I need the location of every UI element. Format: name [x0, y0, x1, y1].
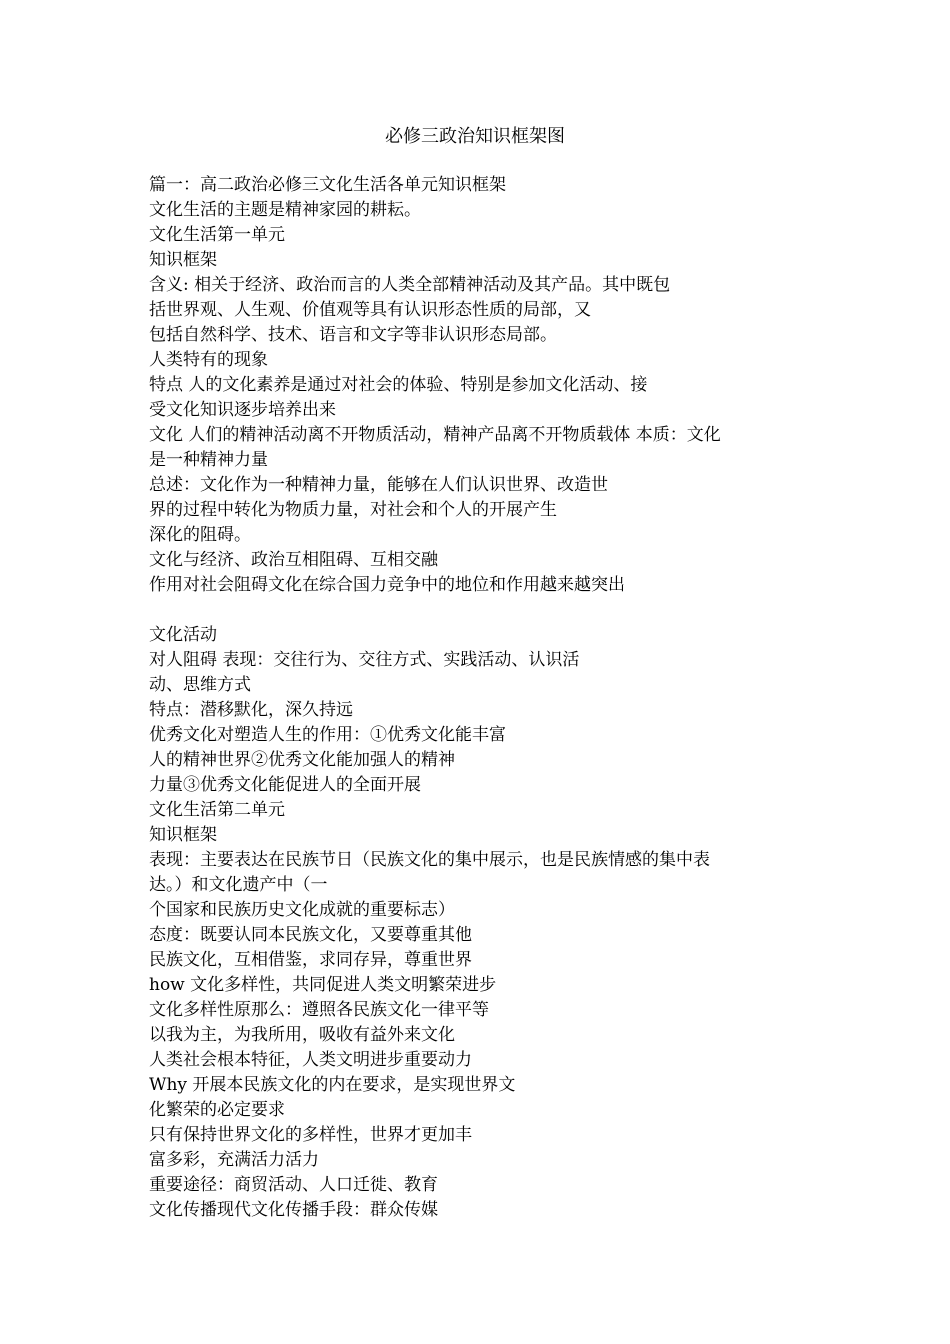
text-line: 富多彩，充满活力活力 [149, 1150, 319, 1170]
document-title: 必修三政治知识框架图 [385, 126, 565, 147]
text-line: 文化生活的主题是精神家园的耕耘。 [149, 200, 421, 220]
text-line: 深化的阻碍。 [149, 525, 251, 545]
text-line: 个国家和民族历史文化成就的重要标志） [149, 900, 455, 920]
document-body [149, 173, 809, 1223]
text-line: 界的过程中转化为物质力量，对社会和个人的开展产生 [149, 500, 557, 520]
blank-line [149, 598, 809, 623]
text-line: 化繁荣的必定要求 [149, 1100, 285, 1120]
text-line: 含义: 相关于经济、政治而言的人类全部精神活动及其产品。其中既包 [149, 275, 671, 295]
text-line: 是一种精神力量 [149, 450, 268, 470]
text-line: 优秀文化对塑造人生的作用：①优秀文化能丰富 [149, 725, 506, 745]
text-line: 知识框架 [149, 250, 217, 270]
text-line: 总述：文化作为一种精神力量，能够在人们认识世界、改造世 [149, 475, 608, 495]
text-line: Why 开展本民族文化的内在要求，是实现世界文 [149, 1075, 516, 1095]
text-line: 表现：主要表达在民族节日（民族文化的集中展示，也是民族情感的集中表 [149, 850, 710, 870]
text-line: 受文化知识逐步培养出来 [149, 400, 336, 420]
text-line: 知识框架 [149, 825, 217, 845]
text-line: 人类特有的现象 [149, 350, 268, 370]
text-line: 文化生活第一单元 [149, 225, 285, 245]
text-line: 文化多样性原那么：遵照各民族文化一律平等 [149, 1000, 489, 1020]
text-line: 特点 人的文化素养是通过对社会的体验、特别是参加文化活动、接 [149, 375, 648, 395]
text-line: 作用对社会阻碍文化在综合国力竞争中的地位和作用越来越突出 [149, 575, 625, 595]
text-line: 文化生活第二单元 [149, 800, 285, 820]
text-line: 重要途径：商贸活动、人口迁徙、教育 [149, 1175, 438, 1195]
text-line: 动、思维方式 [149, 675, 251, 695]
text-line: 人的精神世界②优秀文化能加强人的精神 [149, 750, 455, 770]
text-line: 篇一：高二政治必修三文化生活各单元知识框架 [149, 175, 506, 195]
text-line: 文化与经济、政治互相阻碍、互相交融 [149, 550, 438, 570]
text-line: 括世界观、人生观、价值观等具有认识形态性质的局部，又 [149, 300, 591, 320]
text-line: 包括自然科学、技术、语言和文字等非认识形态局部。 [149, 325, 557, 345]
text-line: 特点：潜移默化，深久持远 [149, 700, 353, 720]
text-line: 人类社会根本特征，人类文明进步重要动力 [149, 1050, 472, 1070]
text-line: 文化 人们的精神活动离不开物质活动，精神产品离不开物质载体 本质：文化 [149, 425, 721, 445]
text-line: 文化传播现代文化传播手段：群众传媒 [149, 1200, 438, 1220]
text-line: 对人阻碍 表现：交往行为、交往方式、实践活动、认识活 [149, 650, 580, 670]
text-line: 只有保持世界文化的多样性，世界才更加丰 [149, 1125, 472, 1145]
text-line: 态度：既要认同本民族文化，又要尊重其他 [149, 925, 472, 945]
text-line: 文化活动 [149, 625, 217, 645]
text-line: how 文化多样性，共同促进人类文明繁荣进步 [149, 975, 497, 995]
text-line: 力量③优秀文化能促进人的全面开展 [149, 775, 421, 795]
text-line: 民族文化，互相借鉴，求同存异，尊重世界 [149, 950, 472, 970]
text-line: 达。）和文化遗产中（一 [149, 875, 328, 895]
text-line: 以我为主，为我所用，吸收有益外来文化 [149, 1025, 455, 1045]
